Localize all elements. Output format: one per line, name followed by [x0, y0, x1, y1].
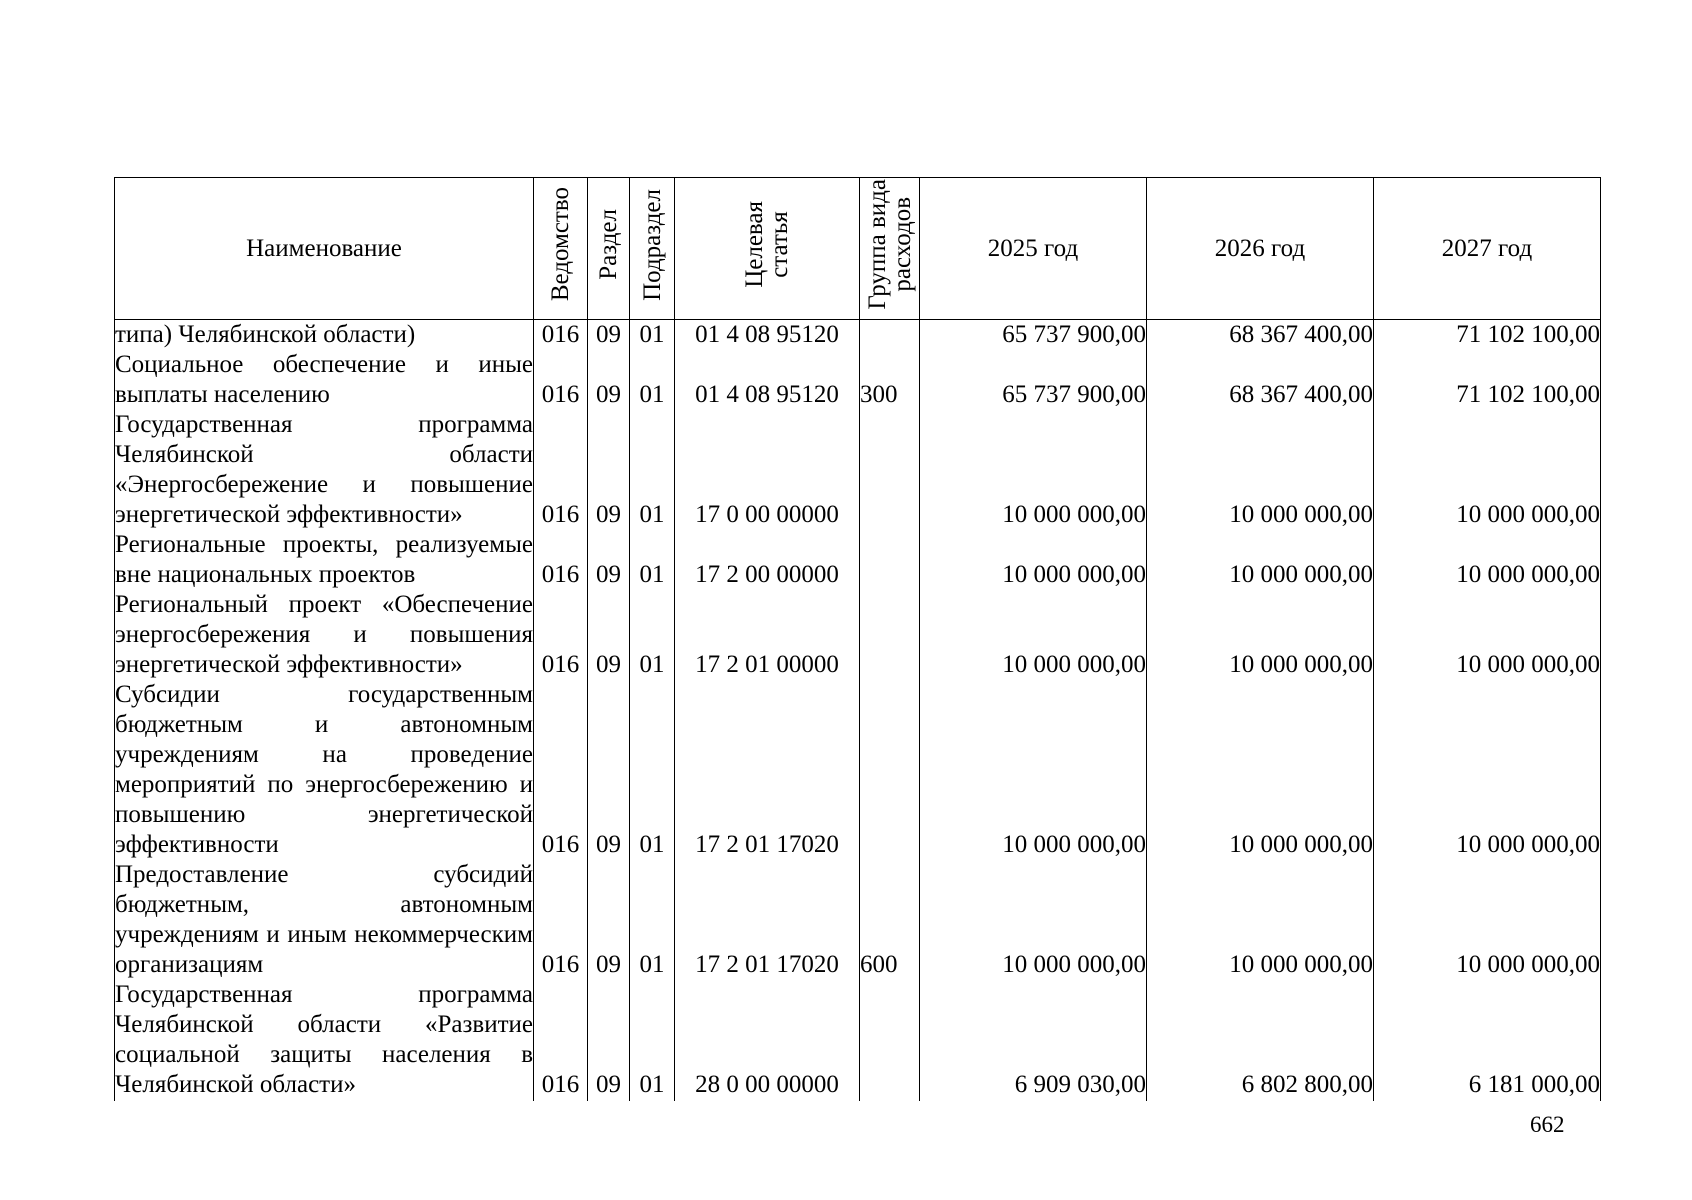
- cell-razdel: 09: [588, 860, 630, 980]
- cell-gruppa-vida-rashodov: 600: [860, 860, 920, 980]
- cell-2025: 65 737 900,00: [920, 320, 1147, 351]
- cell-2026: 10 000 000,00: [1147, 680, 1374, 860]
- cell-razdel: 09: [588, 590, 630, 680]
- cell-2026: 10 000 000,00: [1147, 860, 1374, 980]
- cell-razdel: 09: [588, 980, 630, 1101]
- cell-2027: 10 000 000,00: [1374, 860, 1601, 980]
- cell-celevaya-statya: 17 0 00 00000: [675, 410, 860, 530]
- page-number: 662: [1530, 1112, 1565, 1137]
- cell-gruppa-vida-rashodov: [860, 590, 920, 680]
- cell-podrazdel: 01: [630, 350, 675, 410]
- cell-2026: 10 000 000,00: [1147, 410, 1374, 530]
- cell-2026: 6 802 800,00: [1147, 980, 1374, 1101]
- cell-vedomstvo: 016: [534, 410, 588, 530]
- cell-vedomstvo: 016: [534, 860, 588, 980]
- cell-razdel: 09: [588, 530, 630, 590]
- cell-vedomstvo: 016: [534, 680, 588, 860]
- cell-2027: 10 000 000,00: [1374, 590, 1601, 680]
- cell-razdel: 09: [588, 680, 630, 860]
- cell-podrazdel: 01: [630, 860, 675, 980]
- cell-2025: 10 000 000,00: [920, 410, 1147, 530]
- cell-vedomstvo: 016: [534, 530, 588, 590]
- cell-2026: 10 000 000,00: [1147, 530, 1374, 590]
- cell-2026: 10 000 000,00: [1147, 590, 1374, 680]
- table-row: [115, 590, 1601, 680]
- cell-celevaya-statya: 17 2 01 00000: [675, 590, 860, 680]
- cell-2025: 65 737 900,00: [920, 350, 1147, 410]
- header-razdel: Раздел: [588, 178, 630, 320]
- cell-celevaya-statya: 01 4 08 95120: [675, 320, 860, 351]
- cell-podrazdel: 01: [630, 590, 675, 680]
- header-2026: 2026 год: [1147, 178, 1374, 320]
- cell-name: Государственная программа Челябинской области «Энергосбережение и повышение энергетической эффективности»: [115, 411, 533, 528]
- budget-table: [114, 177, 1601, 1101]
- cell-2025: 10 000 000,00: [920, 530, 1147, 590]
- header-2027: 2027 год: [1374, 178, 1601, 320]
- cell-gruppa-vida-rashodov: [860, 320, 920, 351]
- cell-gruppa-vida-rashodov: [860, 680, 920, 860]
- cell-2027: 71 102 100,00: [1374, 320, 1601, 351]
- header-gruppa-vida-rashodov: Группа вида расходов: [860, 178, 920, 320]
- cell-celevaya-statya: 17 2 01 17020: [675, 860, 860, 980]
- cell-podrazdel: 01: [630, 320, 675, 351]
- table-header: [115, 178, 1601, 320]
- table-row: [115, 410, 1601, 530]
- cell-vedomstvo: 016: [534, 320, 588, 351]
- cell-2025: 6 909 030,00: [920, 980, 1147, 1101]
- cell-gruppa-vida-rashodov: 300: [860, 350, 920, 410]
- cell-2025: 10 000 000,00: [920, 680, 1147, 860]
- cell-2026: 68 367 400,00: [1147, 320, 1374, 351]
- cell-2027: 71 102 100,00: [1374, 350, 1601, 410]
- cell-name: Региональные проекты, реализуемые вне национальных проектов: [115, 531, 533, 588]
- header-name: Наименование: [115, 178, 534, 320]
- cell-podrazdel: 01: [630, 980, 675, 1101]
- table-row: [115, 860, 1601, 980]
- header-2025: 2025 год: [920, 178, 1147, 320]
- table-row: [115, 530, 1601, 590]
- cell-gruppa-vida-rashodov: [860, 980, 920, 1101]
- cell-2027: 6 181 000,00: [1374, 980, 1601, 1101]
- header-celevaya-statya: Целевая статья: [675, 178, 860, 320]
- cell-name: типа) Челябинской области): [115, 320, 534, 351]
- cell-2027: 10 000 000,00: [1374, 530, 1601, 590]
- cell-podrazdel: 01: [630, 530, 675, 590]
- cell-razdel: 09: [588, 350, 630, 410]
- cell-celevaya-statya: 17 2 01 17020: [675, 680, 860, 860]
- cell-razdel: 09: [588, 410, 630, 530]
- table-body: [115, 320, 1601, 1102]
- table-row: [115, 680, 1601, 860]
- cell-name: Предоставление субсидий бюджетным, автономным учреждениям и иным некоммерческим организациям: [115, 861, 533, 978]
- table-row: [115, 980, 1601, 1101]
- table-row: [115, 350, 1601, 410]
- cell-2025: 10 000 000,00: [920, 590, 1147, 680]
- cell-celevaya-statya: 28 0 00 00000: [675, 980, 860, 1101]
- cell-2026: 68 367 400,00: [1147, 350, 1374, 410]
- cell-2027: 10 000 000,00: [1374, 680, 1601, 860]
- cell-podrazdel: 01: [630, 680, 675, 860]
- cell-vedomstvo: 016: [534, 350, 588, 410]
- cell-2027: 10 000 000,00: [1374, 410, 1601, 530]
- cell-name: Субсидии государственным бюджетным и автономным учреждениям на проведение мероприятий по энергосбережению и повышению энергетической эффективности: [115, 681, 533, 858]
- cell-vedomstvo: 016: [534, 980, 588, 1101]
- cell-gruppa-vida-rashodov: [860, 410, 920, 530]
- cell-razdel: 09: [588, 320, 630, 351]
- cell-gruppa-vida-rashodov: [860, 530, 920, 590]
- table-row: [115, 320, 1601, 351]
- cell-vedomstvo: 016: [534, 590, 588, 680]
- cell-celevaya-statya: 01 4 08 95120: [675, 350, 860, 410]
- cell-podrazdel: 01: [630, 410, 675, 530]
- cell-2025: 10 000 000,00: [920, 860, 1147, 980]
- cell-celevaya-statya: 17 2 00 00000: [675, 530, 860, 590]
- cell-name: Социальное обеспечение и иные выплаты населению: [115, 351, 533, 408]
- header-podrazdel: Подраздел: [630, 178, 675, 320]
- header-vedomstvo: Ведомство: [534, 178, 588, 320]
- cell-name: Региональный проект «Обеспечение энергосбережения и повышения энергетической эффективности»: [115, 591, 533, 678]
- cell-name: Государственная программа Челябинской области «Развитие социальной защиты населения в Челябинской области»: [115, 980, 534, 1101]
